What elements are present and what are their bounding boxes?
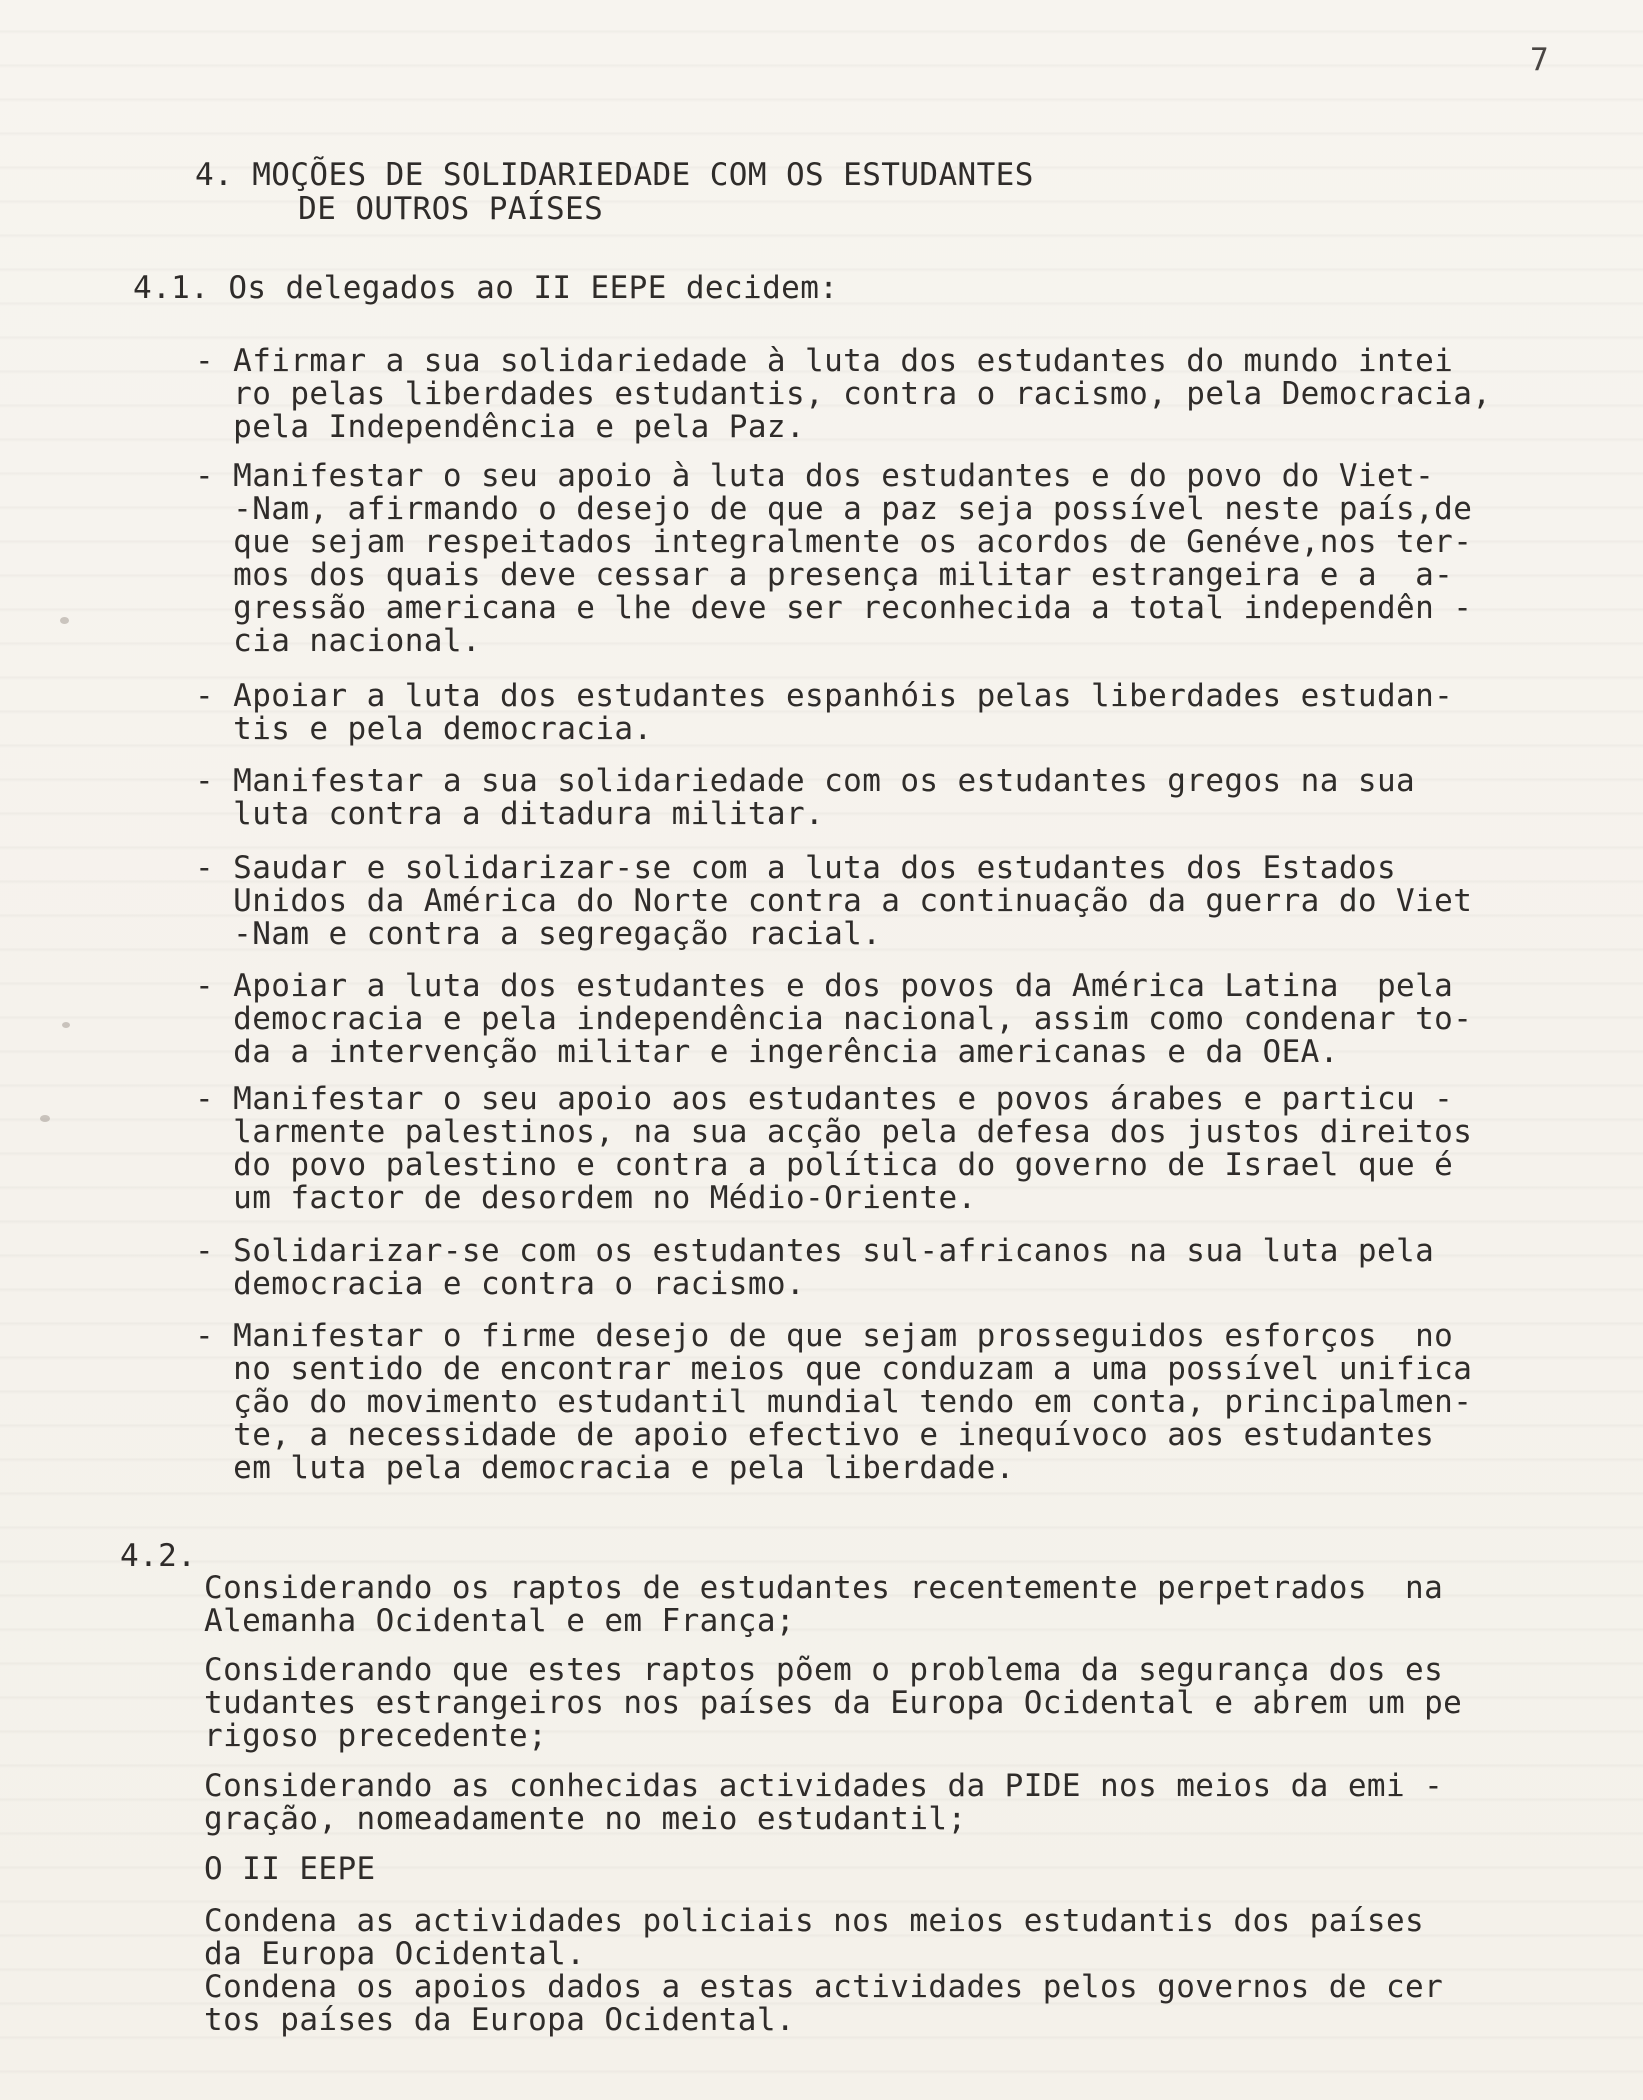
subsection-41-intro: 4.1. Os delegados ao II EEPE decidem: xyxy=(133,270,839,306)
section-title-line1: 4. MOÇÕES DE SOLIDARIEDADE COM OS ESTUDANTES xyxy=(195,157,1034,193)
considerando-paragraph: Considerando os raptos de estudantes recentemente perpetrados na Alemanha Ocidental e em França; xyxy=(204,1570,1444,1639)
motion-item: - Manifestar o seu apoio à luta dos estudantes e do povo do Viet- -Nam, afirmando o desejo de que a paz seja possível neste país,de que sejam respeitados integralmente os acordos de Genéve,nos ter- mos dos quais deve cessar a presença militar estrangeira e a a- gressão americana e lhe deve ser reconhecida a total independên - cia nacional. xyxy=(195,458,1473,659)
motion-item: - Manifestar o firme desejo de que sejam prosseguidos esforços no no sentido de encontrar meios que conduzam a uma possível unifica ção do movimento estudantil mundial tendo em conta, principalmen- te, a necessidade de apoio efectivo e inequívoco aos estudantes em luta pela democracia e pela liberdade. xyxy=(195,1318,1473,1486)
subsection-42-number: 4.2. xyxy=(120,1538,197,1574)
resolution-paragraph: Condena as actividades policiais nos meios estudantis dos países da Europa Ocidental. Condena os apoios dados a estas actividades pelos governos de cer tos países da Europa Ocidental. xyxy=(204,1903,1444,2038)
motion-item: - Manifestar a sua solidariedade com os estudantes gregos na sua luta contra a ditadura militar. xyxy=(195,763,1416,832)
considerando-paragraph: Considerando as conhecidas actividades da PIDE nos meios da emi - gração, nomeadamente no meio estudantil; xyxy=(204,1768,1444,1837)
motion-item: - Afirmar a sua solidariedade à luta dos estudantes do mundo intei ro pelas liberdades estudantis, contra o racismo, pela Democracia, pela Independência e pela Paz. xyxy=(195,343,1492,445)
paper-mark xyxy=(62,1022,70,1028)
motion-item: - Saudar e solidarizar-se com a luta dos estudantes dos Estados Unidos da América do Norte contra a continuação da guerra do Viet -Nam e contra a segregação racial. xyxy=(195,850,1473,952)
motion-item: - Manifestar o seu apoio aos estudantes e povos árabes e particu - larmente palestinos, na sua acção pela defesa dos justos direitos do povo palestino e contra a política do governo de Israel que é um factor de desordem no Médio-Oriente. xyxy=(195,1081,1473,1216)
motion-item: - Apoiar a luta dos estudantes espanhóis pelas liberdades estudan- tis e pela democracia. xyxy=(195,678,1454,747)
paper-mark xyxy=(60,617,69,624)
paper-mark xyxy=(40,1115,50,1122)
section-title-line2: DE OUTROS PAÍSES xyxy=(298,191,604,227)
page-number: 7 xyxy=(1530,42,1550,78)
considerando-paragraph: Considerando que estes raptos põem o problema da segurança dos es tudantes estrangeiros nos países da Europa Ocidental e abrem um pe rigoso precedente; xyxy=(204,1652,1463,1754)
section-title xyxy=(195,158,1195,226)
motion-item: - Apoiar a luta dos estudantes e dos povos da América Latina pela democracia e pela independência nacional, assim como condenar to- da a intervenção militar e ingerência americanas e da OEA. xyxy=(195,968,1473,1070)
resolution-subject: O II EEPE xyxy=(204,1851,376,1887)
motion-item: - Solidarizar-se com os estudantes sul-africanos na sua luta pela democracia e contra o racismo. xyxy=(195,1233,1435,1302)
